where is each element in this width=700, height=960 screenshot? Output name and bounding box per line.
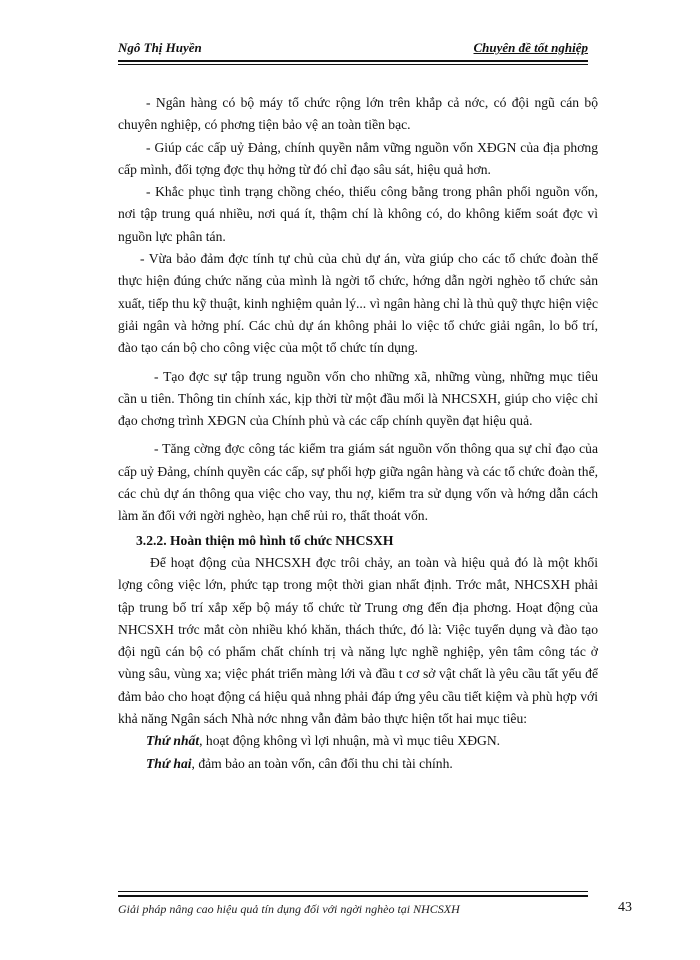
paragraph-9 [118, 753, 598, 775]
paragraph-4: - Vừa bảo đảm đợc tính tự chủ của chủ dự án, vừa giúp cho các tổ chức đoàn thể thực hiện đúng chức năng của mình là ngời tổ chức, hớng dẫn ngời nghèo tổ chức sản xuất, tiếp thu kỹ thuật, kinh nghiệm quản lý... vì ngân hàng chỉ là thủ quỹ thực hiện việc giải ngân và hởng phí. Các chủ dự án không phải lo việc tổ chức giải ngân, lo bố trí, đào tạo cán bộ cho công việc của một tổ chức tín dụng. [118, 251, 598, 356]
footer-title: Giải pháp nâng cao hiệu quả tín dụng đối với ngời nghèo tại NHCSXH [118, 902, 460, 916]
paragraph-8-text: , hoạt động không vì lợi nhuận, mà vì mục tiêu XĐGN. [199, 733, 501, 749]
paragraph-1: - Ngân hàng có bộ máy tổ chức rộng lớn trên khắp cả nớc, có đội ngũ cán bộ chuyên nghiệp, có phơng tiện bảo vệ an toàn tiền bạc. [118, 95, 598, 133]
header-author: Ngô Thị Huyền [118, 40, 202, 55]
paragraph-6: - Tăng cờng đợc công tác kiểm tra giám sát nguồn vốn thông qua sự chỉ đạo của cấp uỷ Đảng, chính quyền các cấp, sự phối hợp giữa ngân hàng và các tổ chức đoàn thể, các chủ dự án thông qua việc cho vay, thu nợ, kiểm tra sử dụng vốn và hớng dẫn cách làm ăn đối với ngời nghèo, hạn chế rủi ro, thất thoát vốn. [118, 441, 598, 524]
paragraph-8-lead: Thứ nhất [146, 733, 200, 749]
paragraph-2: - Giúp các cấp uỷ Đảng, chính quyền nắm vững nguồn vốn XĐGN của địa phơng cấp mình, đối tợng đợc thụ hởng từ đó chỉ đạo sâu sát, hiệu quả hơn. [118, 139, 598, 177]
footer-rule [118, 895, 588, 897]
paragraph-9-text: , đảm bảo an toàn vốn, cân đối thu chi tài chính. [191, 755, 453, 771]
paragraph-7: Để hoạt động của NHCSXH đợc trôi chảy, an toàn và hiệu quả đó là một khối lợng công việc lớn, phức tạp trong một thời gian nhất định. Trớc mắt, NHCSXH phải tập trung bố trí xắp xếp bộ máy tổ chức từ Trung ơng đến địa phơng. Hoạt động của NHCSXH trớc mắt còn nhiều khó khăn, thách thức, đó là: Việc tuyển dụng và đào tạo đội ngũ cán bộ có phẩm chất chính trị và năng lực nghề nghiệp, yên tâm công tác ở vùng sâu, vùng xa; việc phát triển màng lới và đầu t cơ sở vật chất là yêu cầu tất yếu để đảm bảo cho hoạt động cá hiệu quả nhng phải đáp ứng yêu cầu tiết kiệm và phù hợp với khả năng Ngân sách Nhà nớc nhng vẫn đảm bảo thực hiện tốt hai mục tiêu: [118, 554, 598, 727]
header-rule [118, 60, 588, 62]
paragraph-3: - Khắc phục tình trạng chồng chéo, thiếu công bằng trong phân phối nguồn vốn, nơi tập trung quá nhiều, nơi quá ít, thậm chí là không có, do không kiểm soát đợc vì nguồn lực phân tán. [118, 184, 598, 244]
page-body [118, 92, 598, 775]
section-heading: 3.2.2. Hoàn thiện mô hình tổ chức NHCSXH [136, 532, 394, 548]
header-rule-thin [118, 64, 588, 65]
paragraph-5: - Tạo đợc sự tập trung nguồn vốn cho những xã, những vùng, những mục tiêu cần u tiên. Thông tin chính xác, kịp thời từ một đầu mối là NHCSXH, giúp cho việc chỉ đạo chơng trình XĐGN của Chính phủ và các cấp chính quyền đạt hiệu quả. [118, 368, 598, 429]
page-header [118, 40, 588, 58]
paragraph-8 [118, 730, 598, 752]
paragraph-9-lead: Thứ hai [146, 755, 192, 771]
header-doc-type: Chuyên đề tốt nghiệp [473, 40, 588, 55]
page-number: 43 [618, 900, 632, 915]
footer-rule-thin [118, 891, 588, 892]
